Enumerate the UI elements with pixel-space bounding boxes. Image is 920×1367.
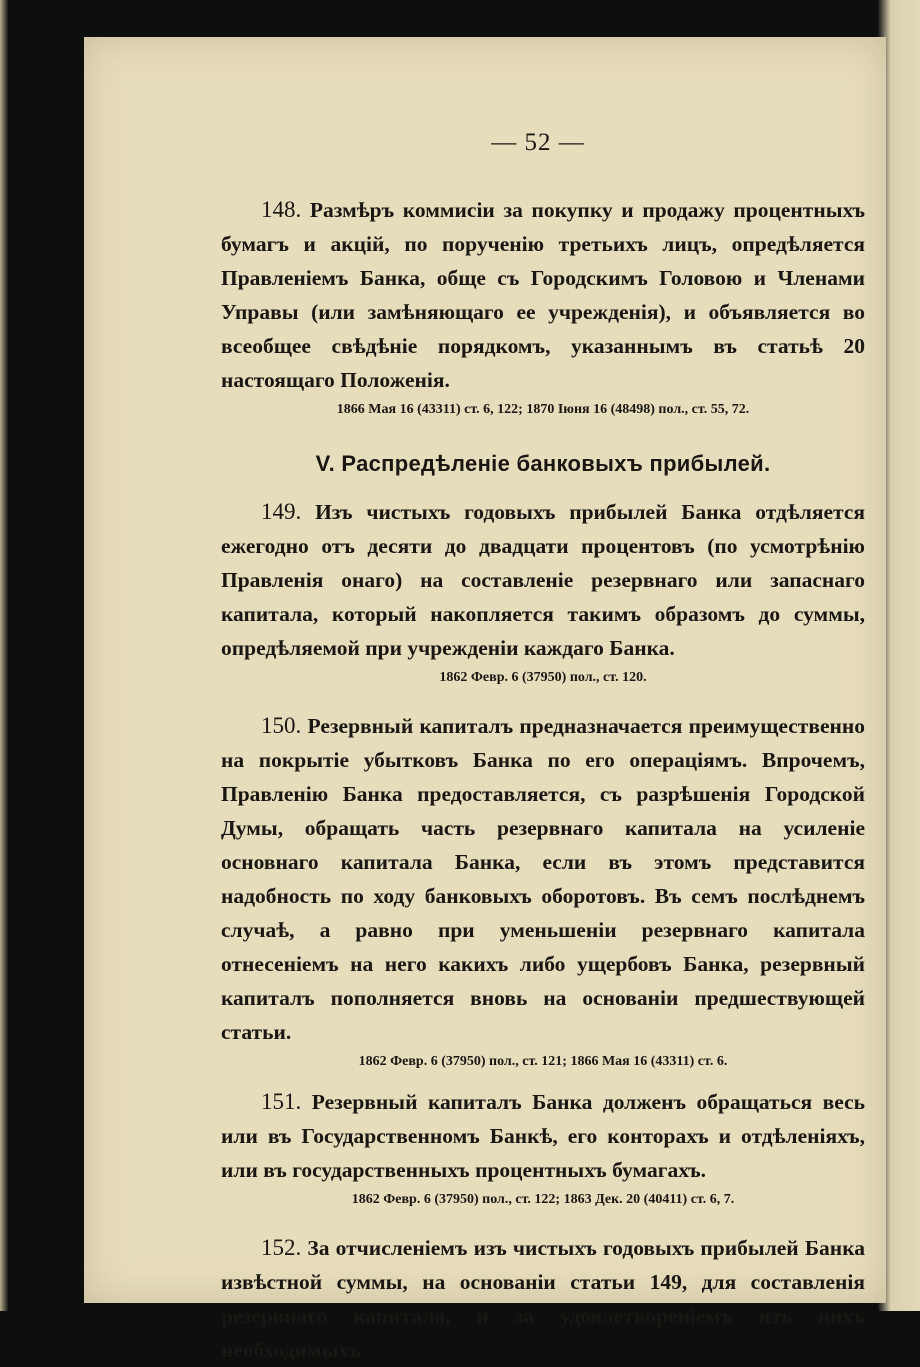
article-number: 152. — [261, 1235, 302, 1260]
page-content — [221, 129, 865, 1367]
article-152 — [221, 1231, 865, 1367]
article-citation: 1862 Февр. 6 (37950) пол., ст. 120. — [439, 670, 647, 685]
article-text: Размѣръ коммисіи за покупку и продажу процентныхъ бумагъ и акцій, по порученію третьихъ лицъ, опредѣляется Правленіемъ Банка, обще съ Городскимъ Головою и Членами Управы (или замѣняющаго ее учрежденія), и объявляется во всеобщее свѣдѣніе порядкомъ, указаннымъ въ статьѣ 20 настоящаго Положенія. — [221, 198, 866, 392]
article-citation: 1862 Февр. 6 (37950) пол., ст. 121; 1866 Мая 16 (43311) ст. 6. — [358, 1054, 728, 1069]
book-page — [84, 37, 886, 1362]
article-150 — [221, 709, 865, 1049]
article-149 — [221, 495, 865, 665]
article-citation: 1862 Февр. 6 (37950) пол., ст. 122; 1863 Дек. 20 (40411) ст. 6, 7. — [351, 1192, 735, 1207]
article-citation: 1866 Мая 16 (43311) ст. 6, 122; 1870 Іюня 16 (48498) пол., ст. 55, 72. — [336, 402, 750, 417]
article-number: 150. — [261, 713, 302, 738]
section-heading: V. Распредѣленіе банковыхъ прибылей. — [315, 451, 771, 476]
scan-left-edge — [0, 0, 8, 1311]
article-number: 148. — [261, 197, 302, 222]
article-148 — [221, 193, 865, 397]
article-number: 151. — [261, 1089, 302, 1114]
article-text: Резервный капиталъ предназначается преимущественно на покрытіе убытковъ Банка по его операціямъ. Впрочемъ, Правленію Банка предоставляется, съ разрѣшенія Городской Думы, обращать часть резервнаго капитала на усиленіе основнаго капитала Банка, если въ этомъ представится надобность по ходу банковыхъ оборотовъ. Въ семъ послѣднемъ случаѣ, а равно при уменьшеніи резервнаго капитала отнесеніемъ на него какихъ либо ущербовъ Банка, резервный капиталъ пополняется вновь на основаніи предшествующей статьи. — [221, 714, 866, 1044]
article-text: За отчисленіемъ изъ чистыхъ годовыхъ прибылей Банка извѣстной суммы, на основаніи статьи 149, для составленія резервнаго капитала, и за удовлетвореніемъ изъ нихъ необходимыхъ — [221, 1236, 866, 1362]
article-text: Резервный капиталъ Банка долженъ обращаться весь или въ Государственномъ Банкѣ, его конторахъ и отдѣленіяхъ, или въ государственныхъ процентныхъ бумагахъ. — [221, 1090, 865, 1182]
page-number: — 52 — — [491, 129, 585, 156]
article-151 — [221, 1085, 865, 1187]
article-number: 149. — [261, 499, 302, 524]
article-text: Изъ чистыхъ годовыхъ прибылей Банка отдѣляется ежегодно отъ десяти до двадцати процентовъ (по усмотрѣнію Правленія онаго) на составленіе резервнаго или запаснаго капитала, который накопляется такимъ образомъ до суммы, опредѣляемой при учрежденіи каждаго Банка. — [221, 500, 865, 660]
